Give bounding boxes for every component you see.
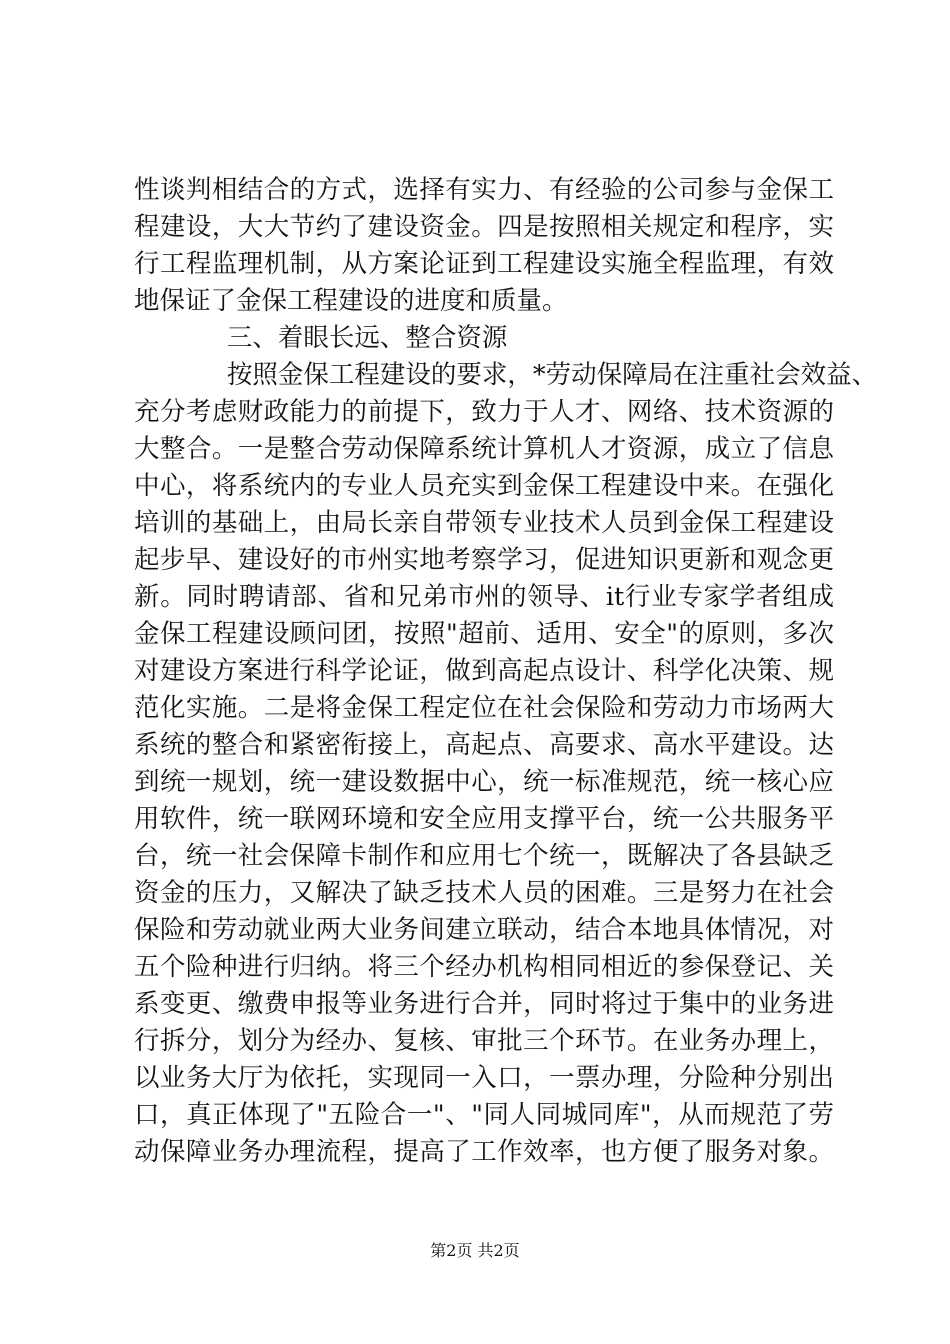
text-line: 金保工程建设顾问团，按照"超前、适用、安全"的原则，多次 [134,619,834,649]
text-line: 范化实施。二是将金保工程定位在社会保险和劳动力市场两大 [134,693,834,723]
text-line: 起步早、建设好的市州实地考察学习，促进知识更新和观念更 [134,545,834,575]
text-line: 中心，将系统内的专业人员充实到金保工程建设中来。在强化 [134,471,834,501]
text-line: 新。同时聘请部、省和兄弟市州的领导、it行业专家学者组成 [134,582,834,612]
text-line: 性谈判相结合的方式，选择有实力、有经验的公司参与金保工 [134,175,834,205]
text-line: 充分考虑财政能力的前提下，致力于人才、网络、技术资源的 [134,397,834,427]
text-line: 按照金保工程建设的要求，*劳动保障局在注重社会效益、 [226,360,878,390]
text-line: 保险和劳动就业两大业务间建立联动，结合本地具体情况，对 [134,915,834,945]
text-line: 三、着眼长远、整合资源 [226,323,508,353]
text-line: 行工程监理机制，从方案论证到工程建设实施全程监理，有效 [134,249,834,279]
text-line: 资金的压力，又解决了缺乏技术人员的困难。三是努力在社会 [134,878,834,908]
text-line: 地保证了金保工程建设的进度和质量。 [134,286,568,316]
text-line: 动保障业务办理流程，提高了工作效率，也方便了服务对象。 [134,1137,834,1167]
text-line: 台，统一社会保障卡制作和应用七个统一，既解决了各县缺乏 [134,841,834,871]
text-line: 培训的基础上，由局长亲自带领专业技术人员到金保工程建设 [134,508,834,538]
document-body [134,172,878,1171]
text-line: 对建设方案进行科学论证，做到高起点设计、科学化决策、规 [134,656,834,686]
page-footer: 第2页 共2页 [430,1241,520,1260]
text-line: 程建设，大大节约了建设资金。四是按照相关规定和程序，实 [134,212,834,242]
text-line: 以业务大厅为依托，实现同一入口，一票办理，分险种分别出 [134,1063,834,1093]
text-line: 到统一规划，统一建设数据中心，统一标准规范，统一核心应 [134,767,834,797]
text-line: 系统的整合和紧密衔接上，高起点、高要求、高水平建设。达 [134,730,834,760]
text-line: 五个险种进行归纳。将三个经办机构相同相近的参保登记、关 [134,952,834,982]
text-line: 口，真正体现了"五险合一"、"同人同城同库"，从而规范了劳 [134,1100,834,1130]
text-line: 大整合。一是整合劳动保障系统计算机人才资源，成立了信息 [134,434,834,464]
text-line: 行拆分，划分为经办、复核、审批三个环节。在业务办理上， [134,1026,834,1056]
text-line: 系变更、缴费申报等业务进行合并，同时将过于集中的业务进 [134,989,834,1019]
text-line: 用软件，统一联网环境和安全应用支撑平台，统一公共服务平 [134,804,834,834]
